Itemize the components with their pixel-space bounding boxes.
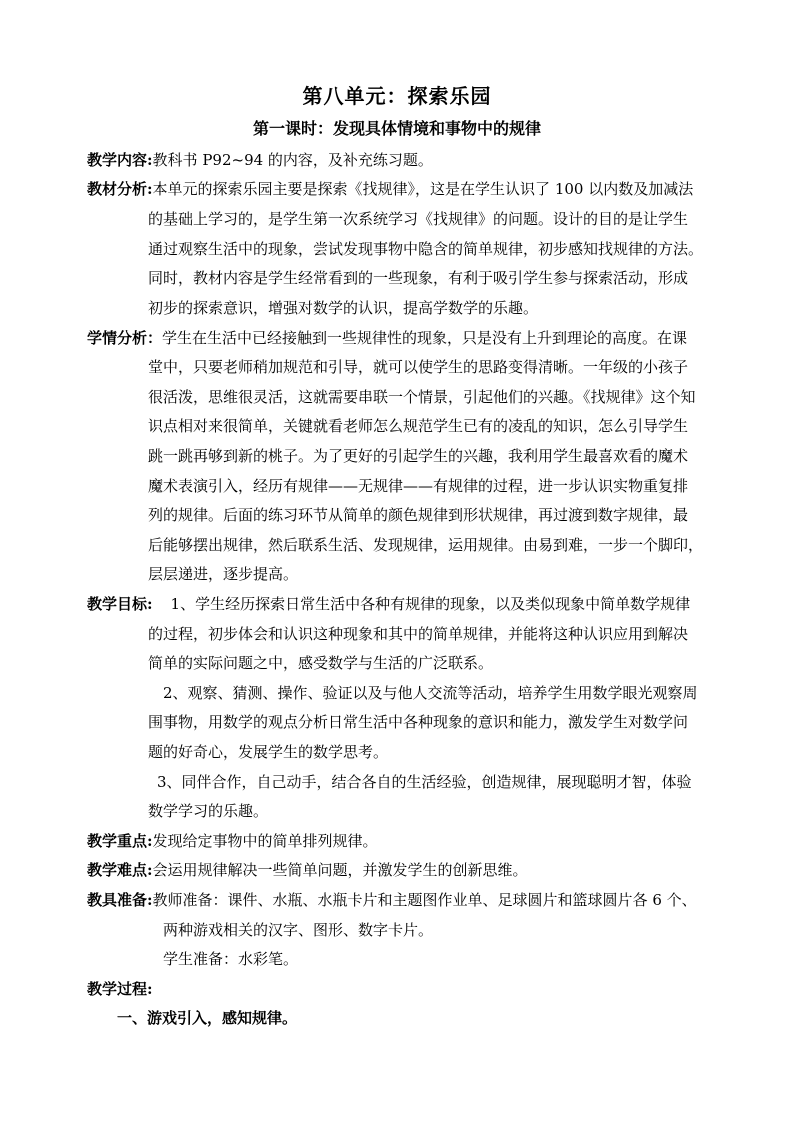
- goal1-line-3: 简单的实际问题之中，感受数学与生活的广泛联系。: [148, 654, 494, 672]
- preparation-label: 教具准备:: [87, 891, 153, 909]
- students-line-4: 识点相对来很简单，关键就看老师怎么规范学生已有的凌乱的知识，怎么引导学生: [148, 417, 689, 435]
- content-label: 教学内容:: [87, 151, 153, 169]
- students-text-1: 学生在生活中已经接触到一些规律性的现象，只是没有上升到理论的高度。在课: [162, 329, 688, 347]
- students-label: 学情分析：: [87, 329, 163, 347]
- students-line-7: 列的规律。后面的练习环节从简单的颜色规律到形状规律，再过渡到数字规律，最: [148, 506, 689, 524]
- key-point-label: 教学重点:: [87, 832, 153, 850]
- unit-title: 第八单元：探索乐园: [302, 84, 492, 108]
- material-line-1: [87, 179, 693, 199]
- key-point-text: 发现给定事物中的简单排列规律。: [152, 832, 378, 850]
- difficulty-line: [87, 860, 528, 880]
- difficulty-text: 会运用规律解决一些简单问题，并激发学生的创新思维。: [152, 861, 528, 879]
- students-line-8: 后能够摆出规律，然后联系生活、发现规律，运用规律。由易到难，一步一个脚印，: [148, 536, 704, 554]
- goals-line-1: [87, 594, 690, 614]
- students-line-2: 堂中，只要老师稍加规范和引导，就可以使学生的思路变得清晰。一年级的小孩子: [148, 358, 689, 376]
- goal3-line-1: 3、同伴合作，自己动手，结合各自的生活经验，创造规律，展现聪明才智，体验: [157, 773, 692, 791]
- students-line-6: 魔术表演引入，经历有规律——无规律——有规律的过程，进一步认识实物重复排: [148, 477, 689, 495]
- material-line-4: 同时，教材内容是学生经常看到的一些现象，有利于吸引学生参与探索活动，形成: [148, 269, 689, 287]
- students-line-3: 很活泼，思维很灵活，这就需要串联一个情景，引起他们的兴趣。《找规律》这个知: [148, 388, 696, 406]
- goal2-line-2: 围事物，用数学的观点分析日常生活中各种现象的意识和能力，激发学生对数学问: [148, 713, 689, 731]
- goals-label: 教学目标:: [87, 595, 153, 613]
- goal2-line-3: 题的好奇心，发展学生的数学思考。: [148, 743, 389, 761]
- goal1-line-2: 的过程，初步体会和认识这种现象和其中的简单规律，并能将这种认识应用到解决: [148, 625, 689, 643]
- content-text: 教科书 P92~94 的内容，及补充练习题。: [152, 151, 433, 169]
- teacher-prep-line-2: 两种游戏相关的汉字、图形、数字卡片。: [163, 921, 434, 939]
- material-label: 教材分析:: [87, 180, 153, 198]
- key-point-line: [87, 831, 378, 851]
- students-line-5: 跳一跳再够到新的桃子。为了更好的引起学生的兴趣，我利用学生最喜欢看的魔术: [148, 447, 689, 465]
- material-line-5: 初步的探索意识，增强对数学的认识，提高学数学的乐趣。: [148, 299, 539, 317]
- goal2-line-1: 2、观察、猜测、操作、验证以及与他人交流等活动，培养学生用数学眼光观察周: [163, 684, 698, 702]
- student-prep-line: 学生准备：水彩笔。: [163, 950, 299, 968]
- material-line-2: 的基础上学习的，是学生第一次系统学习《找规律》的问题。设计的目的是让学生: [148, 210, 689, 228]
- process-label: 教学过程:: [87, 980, 153, 998]
- goal3-line-2: 数学学习的乐趣。: [148, 802, 269, 820]
- content-line: [87, 150, 433, 170]
- students-line-9: 层层递进，逐步提高。: [148, 565, 299, 583]
- students-line-1: [87, 328, 687, 348]
- difficulty-label: 教学难点:: [87, 861, 153, 879]
- material-text-1: 本单元的探索乐园主要是探索《找规律》，这是在学生认识了 100 以内数及加减法: [152, 180, 694, 198]
- material-line-3: 通过观察生活中的现象，尝试发现事物中隐含的简单规律，初步感知找规律的方法。: [148, 240, 704, 258]
- goal1-text-1: 1、学生经历探索日常生活中各种有规律的现象，以及类似现象中简单数学规律: [170, 595, 691, 613]
- lesson-subtitle: 第一课时：发现具体情境和事物中的规律: [252, 119, 541, 138]
- teacher-prep-text-1: 教师准备：课件、水瓶、水瓶卡片和主题图作业单、足球圆片和篮球圆片各 6 个、: [152, 891, 697, 909]
- process-step-1: 一、游戏引入，感知规律。: [117, 1009, 298, 1027]
- preparation-line-1: [87, 890, 697, 910]
